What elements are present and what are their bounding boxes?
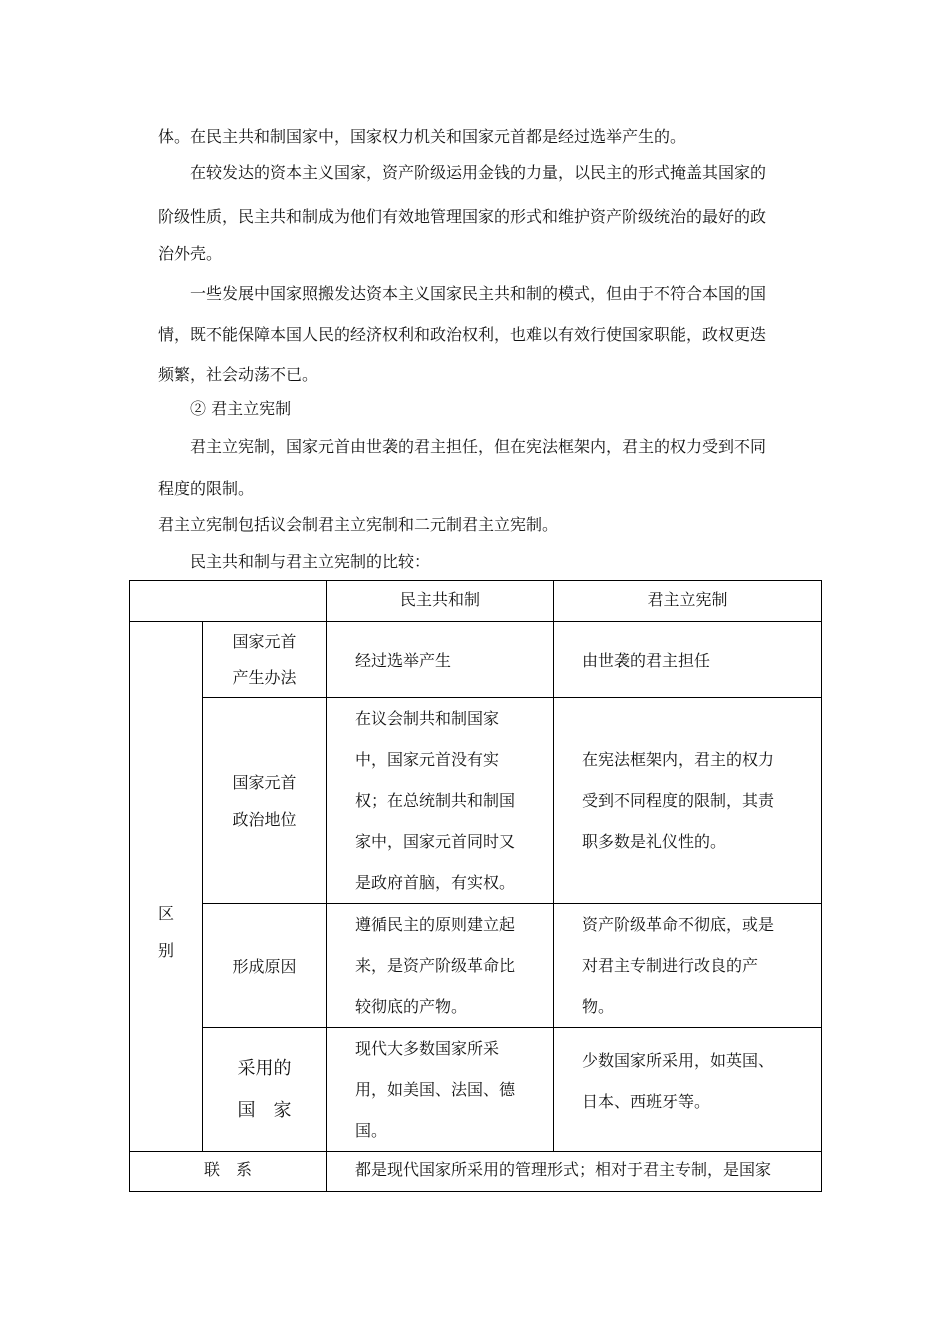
cell-line: 在议会制共和制国家 [355, 709, 500, 728]
paragraph-line: 一些发展中国家照搬发达资本主义国家民主共和制的模式，但由于不符合本国的国 [190, 284, 767, 303]
cell-line: 在宪法框架内，君主的权力 [582, 750, 775, 769]
cell-line: 日本、西班牙等。 [582, 1092, 711, 1111]
cell-line: 较彻底的产物。 [355, 997, 468, 1016]
paragraph-line: 阶级性质，民主共和制成为他们有效地管理国家的形式和维护资产阶级统治的最好的政 [158, 207, 767, 226]
cell-line: 受到不同程度的限制，其责 [582, 791, 775, 810]
republic-cell [327, 1028, 554, 1152]
cell-line: 对君主专制进行改良的产 [582, 956, 759, 975]
link-label: 联 系 [130, 1152, 327, 1192]
republic-cell [327, 904, 554, 1028]
row-label [203, 1028, 327, 1152]
monarchy-cell [554, 1028, 822, 1152]
header-empty-cell [130, 581, 327, 622]
republic-cell [327, 622, 554, 698]
monarchy-cell [554, 904, 822, 1028]
cell-line: 国。 [355, 1121, 388, 1140]
group-label-char: 别 [157, 940, 174, 960]
cell-line: 中，国家元首没有实 [355, 750, 500, 769]
cell-line: 权；在总统制共和制国 [355, 791, 516, 810]
cell-line: 经过选举产生 [355, 651, 452, 670]
cell-line: 是政府首脑，有实权。 [355, 873, 516, 892]
monarchy-cell [554, 698, 822, 904]
link-text: 都是现代国家所采用的管理形式；相对于君主专制，是国家 [327, 1152, 822, 1192]
group-label-char: 区 [157, 903, 174, 923]
row-label-line: 国家元首 [232, 772, 297, 792]
cell-line: 少数国家所采用，如英国、 [582, 1051, 775, 1070]
row-label [203, 622, 327, 698]
paragraph-line: 在较发达的资本主义国家，资产阶级运用金钱的力量，以民主的形式掩盖其国家的 [190, 163, 767, 182]
cell-line: 来，是资产阶级革命比 [355, 956, 516, 975]
cell-line: 由世袭的君主担任 [582, 651, 711, 670]
row-label-line: 产生办法 [232, 667, 297, 687]
table-caption: 民主共和制与君主立宪制的比较： [190, 552, 431, 571]
cell-line: 家中，国家元首同时又 [355, 832, 516, 851]
cell-line: 职多数是礼仪性的。 [582, 832, 727, 851]
row-label-line: 采用的 [237, 1057, 292, 1079]
header-republic: 民主共和制 [327, 581, 554, 622]
cell-line: 遵循民主的原则建立起 [355, 915, 516, 934]
row-label-line: 政治地位 [232, 809, 297, 829]
paragraph-line: 体。在民主共和制国家中，国家权力机关和国家元首都是经过选举产生的。 [158, 127, 687, 146]
paragraph-line: 频繁，社会动荡不已。 [158, 365, 319, 384]
cell-line: 用，如美国、法国、德 [355, 1080, 516, 1099]
paragraph-line: 程度的限制。 [158, 479, 255, 498]
paragraph-line: 君主立宪制包括议会制君主立宪制和二元制君主立宪制。 [158, 515, 559, 534]
header-monarchy: 君主立宪制 [554, 581, 822, 622]
group-label-difference [130, 622, 203, 1152]
row-label [203, 904, 327, 1028]
cell-line: 资产阶级革命不彻底，或是 [582, 915, 775, 934]
section-heading: ② 君主立宪制 [190, 399, 292, 418]
paragraph-line: 君主立宪制，国家元首由世袭的君主担任，但在宪法框架内，君主的权力受到不同 [190, 437, 767, 456]
comparison-table [129, 580, 822, 1192]
paragraph-line: 治外壳。 [158, 244, 223, 263]
monarchy-cell [554, 622, 822, 698]
cell-line: 物。 [582, 997, 615, 1016]
row-label [203, 698, 327, 904]
cell-line: 现代大多数国家所采 [355, 1039, 500, 1058]
paragraph-line: 情，既不能保障本国人民的经济权利和政治权利，也难以有效行使国家职能，政权更迭 [158, 325, 767, 344]
row-label-line: 形成原因 [232, 957, 297, 976]
row-label-line: 国 家 [237, 1099, 292, 1121]
republic-cell [327, 698, 554, 904]
row-label-line: 国家元首 [232, 631, 297, 651]
